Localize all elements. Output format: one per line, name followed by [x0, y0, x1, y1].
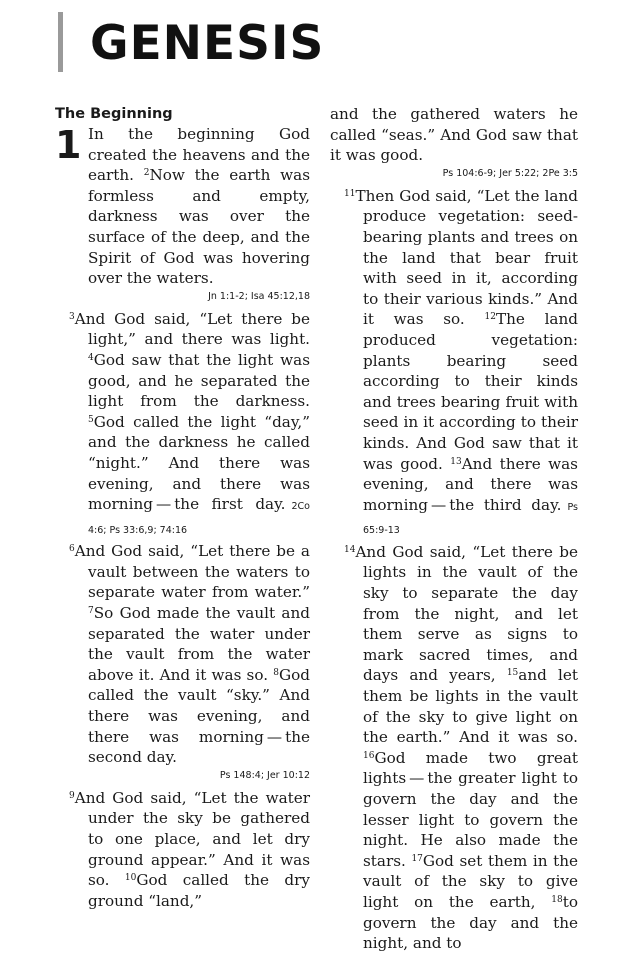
chapter-number: 1 [55, 123, 82, 167]
verse-number: 3 [69, 311, 75, 322]
verse-number: 6 [69, 544, 75, 555]
verse-1: In the beginning God created the heavens and the earth. [88, 125, 310, 185]
verse-6-paragraph [55, 541, 310, 768]
verse-11: Then God said, “Let the land produce vegetation: seed-bearing plants and trees on the land that bear fruit with seed in it, according to their various kinds.” And it was so. [355, 186, 578, 329]
verse-10: God called the dry ground “land,” [88, 871, 310, 910]
verse-13: And there was evening, and there was morning — the third day. [363, 454, 578, 514]
left-column [55, 104, 310, 911]
verse-4: God saw that the light was good, and he separated the light from the darkness. [88, 350, 310, 411]
verse-3-paragraph [55, 309, 310, 542]
verse-17: God set them in the vault of the sky to give light on the earth, [363, 851, 578, 911]
verse-14: And God said, “Let there be lights in the vault of the sky to separate the day from the night, and let them serve as signs to mark sacred times, and days and years, [355, 542, 578, 685]
cross-reference: 2Co 4:6; Ps 33:6,9; 74:16 [88, 501, 310, 536]
verse-number: 18 [551, 894, 563, 905]
verse-16: God made two great lights — the greater light to govern the day and the lesser light to govern the night. He also made the stars. [363, 748, 578, 870]
verse-number: 11 [344, 188, 356, 199]
verse-number: 8 [273, 667, 279, 678]
verse-number: 14 [344, 544, 356, 555]
verse-number: 17 [411, 853, 423, 864]
verse-14-paragraph [330, 542, 578, 954]
verse-number: 2 [143, 168, 150, 179]
verse-3: And God said, “Let there be light,” and there was light. [74, 309, 310, 349]
verse-5: God called the light “day,” and the darkness he called “night.” And there was evening, and there was morning — the first day. [88, 412, 310, 514]
verse-number: 7 [88, 606, 94, 617]
verse-18: to govern the day and the night, and to [363, 892, 578, 953]
cross-reference: Ps 148:4; Jer 10:12 [219, 769, 310, 781]
verse-9: And God said, “Let the water under the sky be gathered to one place, and let dry ground appear.” And it was so. [74, 788, 310, 890]
verse-15: and let them be lights in the vault of the sky to give light on the earth.” And it was so. [363, 666, 578, 747]
verse-number: 12 [484, 312, 496, 323]
cross-reference: Ps 65:9-13 [363, 501, 578, 537]
verse-number: 13 [450, 456, 462, 467]
verse-8: God called the vault “sky.” And there was evening, and there was morning — the second day. [88, 665, 310, 767]
section-heading: The Beginning [55, 106, 173, 122]
verse-number: 16 [363, 750, 375, 761]
verse-number: 9 [69, 790, 75, 801]
cross-reference: Jn 1:1-2; Isa 45:12,18 [208, 290, 310, 302]
verse-10-continued: and the gathered waters he called “seas.” And God saw that it was good. [330, 105, 578, 165]
verse-2: Now the earth was formless and empty, darkness was over the surface of the deep, and the Spirit of God was hovering over the waters. [88, 166, 311, 288]
verse-number: 4 [88, 352, 94, 363]
cross-reference: Ps 104:6-9; Jer 5:22; 2Pe 3:5 [442, 167, 578, 179]
verse-12: The land produced vegetation: plants bearing seed according to their kinds and trees bearing fruit with seed in it according to their kinds. And God saw that it was good. [363, 310, 578, 473]
verse-number: 10 [124, 873, 137, 884]
verse-1-paragraph [55, 124, 310, 289]
right-column [330, 104, 578, 954]
title-accent-bar [58, 12, 63, 72]
verse-7: So God made the vault and separated the water under the vault from the water above it. And it was so. [88, 604, 310, 684]
verse-9-paragraph [55, 788, 310, 912]
verse-11-paragraph [330, 186, 578, 542]
verse-6: And God said, “Let there be a vault between the waters to separate water from water.” [74, 542, 310, 602]
verse-number: 15 [506, 668, 519, 679]
book-title: GENESIS [90, 16, 325, 71]
verse-number: 5 [88, 414, 94, 425]
